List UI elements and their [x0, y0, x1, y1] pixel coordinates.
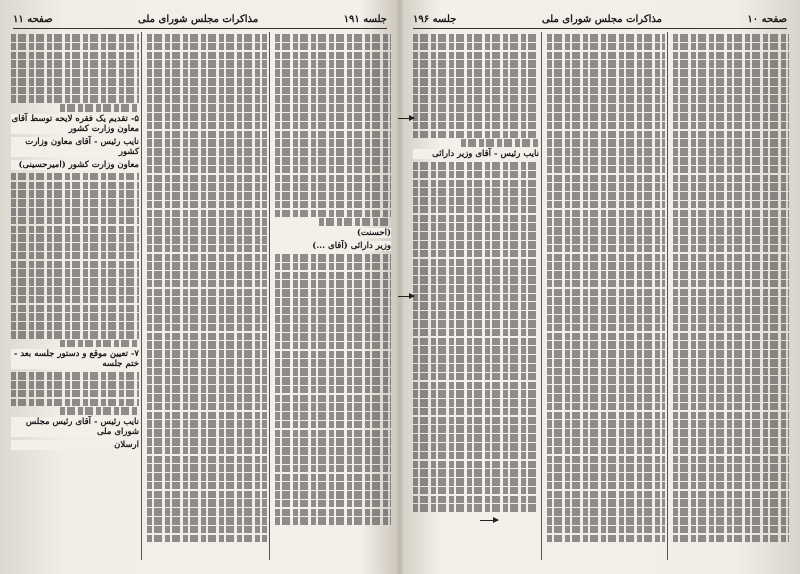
text-column-2	[145, 34, 269, 560]
page-number: صفحه ۱۰	[747, 13, 787, 25]
column-divider	[141, 32, 142, 560]
text-column-3	[9, 34, 141, 560]
left-page	[5, 6, 395, 568]
page-number: صفحه ۱۱	[13, 13, 53, 25]
text-column-3	[411, 34, 541, 560]
column-divider	[667, 32, 668, 560]
right-page-header	[413, 12, 787, 26]
running-title: مذاکرات مجلس شورای ملی	[541, 13, 662, 25]
margin-arrow	[480, 520, 498, 521]
text-column-2	[545, 34, 667, 560]
text-column-1	[671, 34, 791, 560]
section-heading: نایب رئیس - آقای وزیر دارائی	[413, 149, 539, 159]
right-page	[405, 6, 795, 568]
column-divider	[269, 32, 270, 560]
text-column-1	[273, 34, 393, 560]
session-number: جلسه ۱۹۱	[343, 13, 387, 25]
running-title: مذاکرات مجلس شورای ملی	[138, 13, 259, 25]
session-number: جلسه ۱۹۶	[413, 13, 457, 25]
column-divider	[541, 32, 542, 560]
speaker-heading: نایب رئیس - آقای رئیس مجلس شورای ملی	[11, 417, 139, 437]
section-heading: (احسنت)	[275, 228, 391, 238]
speaker-heading: نایب رئیس - آقای معاون وزارت کشور	[11, 137, 139, 157]
section-heading: ۵- تقدیم یک فقره لایحه توسط آقای معاون وزارت کشور	[11, 113, 139, 134]
header-rule	[413, 28, 787, 29]
left-page-header	[13, 12, 387, 26]
section-heading: ۷- تعیین موقع و دستور جلسه بعد - ختم جلسه	[11, 349, 139, 369]
section-heading: وزیر دارائی (آقای ...)	[275, 241, 391, 251]
margin-arrow	[398, 296, 414, 297]
margin-arrow	[398, 118, 414, 119]
header-rule	[13, 28, 387, 29]
signature-name: ارسلان	[11, 440, 139, 450]
speaker-heading: معاون وزارت کشور (امیرحسینی)	[11, 160, 139, 170]
